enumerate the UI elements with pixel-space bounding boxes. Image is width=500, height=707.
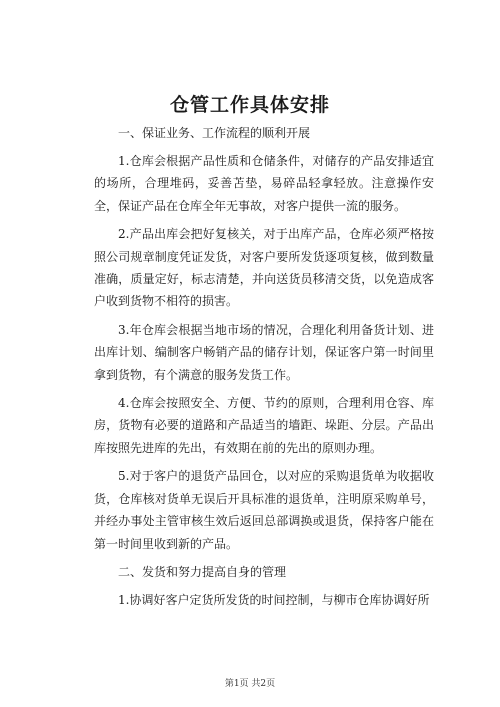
paragraph-1: 1.仓库会根据产品性质和仓储条件，对储存的产品安排适宜的场所，合理堆码，妥善苫垫，易碎品轻拿轻放。注意操作安全，保证产品在仓库全年无事故，对客户提供一流的服务。 bbox=[94, 154, 434, 213]
document-body bbox=[94, 122, 434, 617]
page-footer: 第1页 共2页 bbox=[224, 679, 276, 689]
paragraph-3: 3.年仓库会根据当地市场的情况，合理化利用备货计划、进出库计划、编制客户畅销产品的储存计划，保证客户第一时间里拿到货物，有个满意的服务发货工作。 bbox=[94, 322, 434, 382]
section-heading-2: 二、发货和努力提高自身的管理 bbox=[118, 564, 287, 579]
paragraph-5: 5.对于客户的退货产品回仓，以对应的采购退货单为收据收货，仓库核对货单无误后开具标准的退货单，注明原采购单号，并经办事处主管审核生效后返回总部调换或退货，保持客户能在第一时间里收到新的产品。 bbox=[94, 469, 434, 551]
paragraph-4: 4.仓库会按照安全、方便、节约的原则，合理利用仓容、库房，货物有必要的道路和产品适当的墙距、垛距、分层。产品出库按照先进库的先出，有效期在前的先出的原则办理。 bbox=[94, 396, 434, 455]
paragraph-2: 2.产品出库会把好复核关，对于出库产品，仓库必须严格按照公司规章制度凭证发货，对客户要所发货逐项复核，做到数量准确，质量定好，标志清楚，并向送货员移清交货，以免造成客户收到货物不相符的损害。 bbox=[94, 227, 434, 309]
section-heading-1: 一、保证业务、工作流程的顺利开展 bbox=[118, 126, 311, 140]
document-title: 仓管工作具体安排 bbox=[169, 94, 330, 116]
section2-paragraph-1: 1.协调好客户定货所发货的时间控制，与柳市仓库协调好所 bbox=[118, 592, 430, 607]
